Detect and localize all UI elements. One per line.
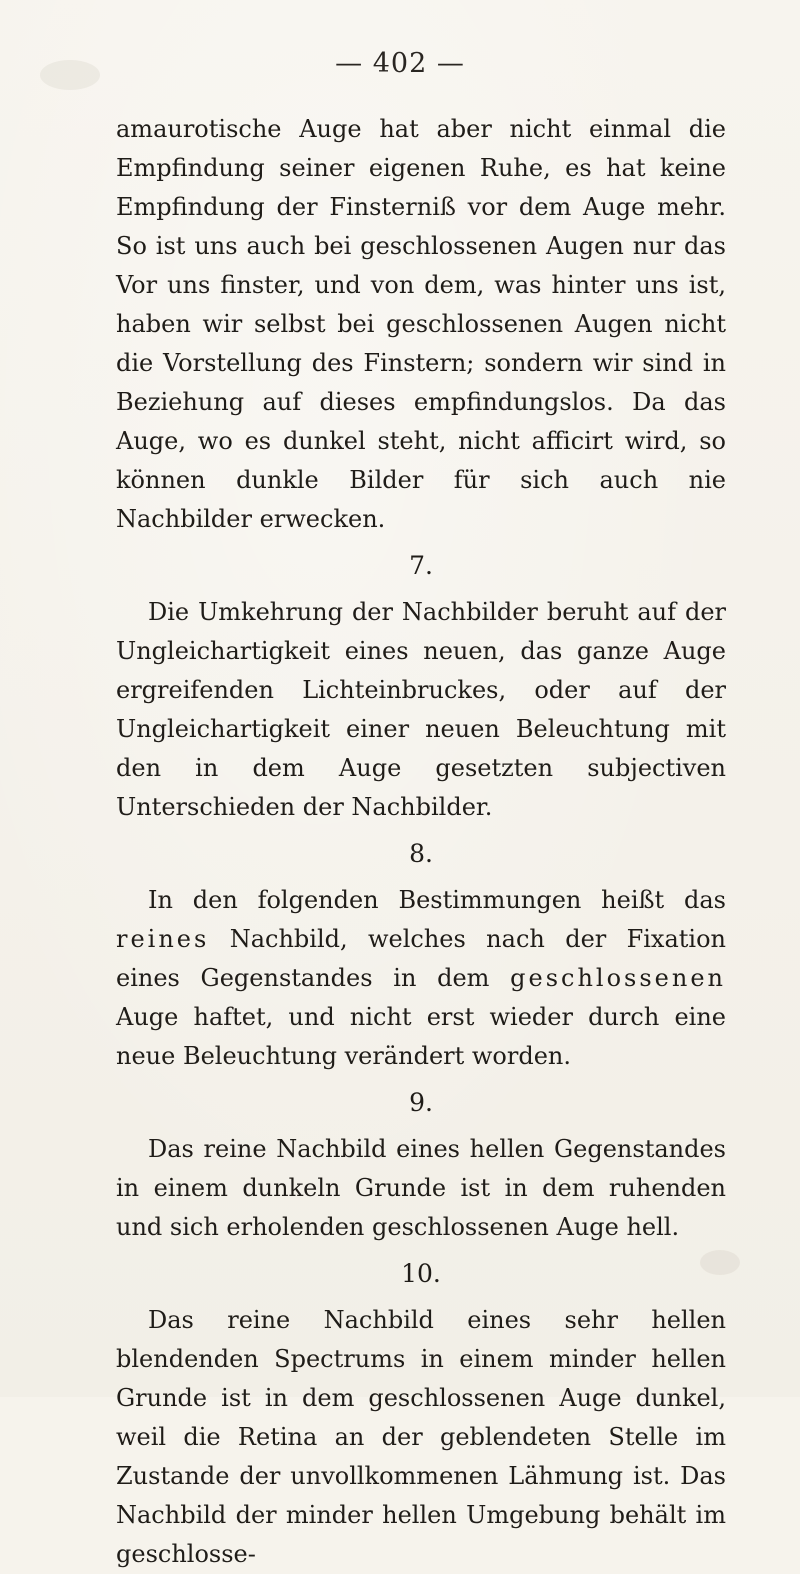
section-10-text: Das reine Nachbild eines sehr hellen blendenden Spectrums in einem minder hellen Grunde ist in dem geschlossenen Auge dunkel, weil die Retina an der geblendeten Stelle im Zustande der unvollkommenen Lähmung ist. Das Nachbild der minder hellen Umgebung behält im geschlosse- bbox=[116, 1306, 726, 1568]
section-number-7: 7. bbox=[409, 551, 433, 580]
page-number: — 402 — bbox=[335, 48, 465, 79]
section-7-text: Die Umkehrung der Nachbilder beruht auf der Ungleichartigkeit eines neuen, das ganze Auge ergreifenden Lichteinbruckes, oder auf der Ungleichartigkeit einer neuen Beleuchtung mit den in dem Auge gesetzten subjectiven Unterschieden der Nachbilder. bbox=[116, 598, 726, 821]
section-number-9: 9. bbox=[409, 1088, 433, 1117]
section-8-text-part-1: In den folgenden Bestimmungen heißt das bbox=[148, 886, 726, 914]
body-text bbox=[116, 110, 726, 1574]
emphasis-geschlossenen: geschlossenen bbox=[510, 964, 726, 992]
section-8-text-part-3: Auge haftet, und nicht erst wieder durch eine neue Beleuchtung verändert worden. bbox=[116, 1003, 726, 1070]
section-8-text bbox=[116, 881, 726, 1076]
section-number-8: 8. bbox=[409, 839, 433, 868]
section-8-text-part-2: Nachbild, welches nach der Fixation eines Gegenstandes in dem bbox=[116, 925, 726, 992]
section-number-10: 10. bbox=[401, 1259, 441, 1288]
section-9-text: Das reine Nachbild eines hellen Gegenstandes in einem dunkeln Grunde ist in dem ruhenden und sich erholenden geschlossenen Auge hell. bbox=[116, 1135, 726, 1241]
paragraph-continuation: amaurotische Auge hat aber nicht einmal die Empfindung seiner eigenen Ruhe, es hat keine Empfindung der Finsterniß vor dem Auge mehr. So ist uns auch bei geschlossenen Augen nur das Vor uns finster, und von dem, was hinter uns ist, haben wir selbst bei geschlossenen Augen nicht die Vorstellung des Finstern; sondern wir sind in Beziehung auf dieses empfindungslos. Da das Auge, wo es dunkel steht, nicht afficirt wird, so können dunkle Bilder für sich auch nie Nachbilder erwecken. bbox=[116, 115, 726, 533]
emphasis-reines: reines bbox=[116, 925, 210, 953]
